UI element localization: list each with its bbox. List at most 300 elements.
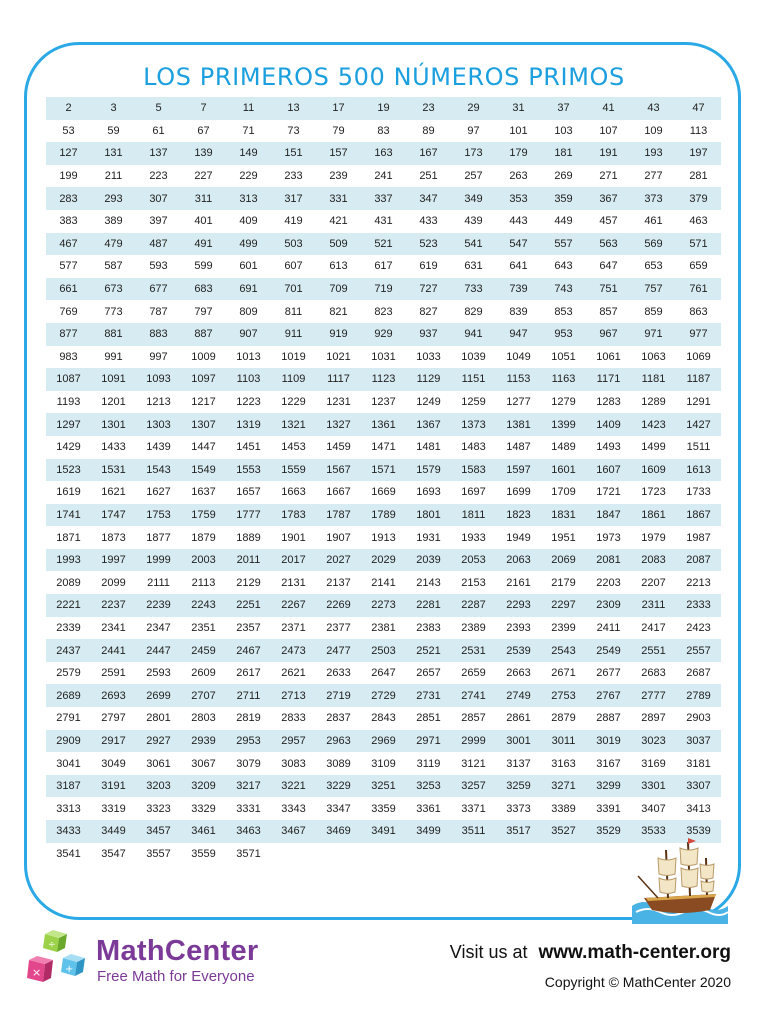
prime-cell: 863	[689, 305, 708, 318]
prime-cell: 1987	[686, 531, 711, 544]
prime-cell: 2297	[541, 594, 586, 617]
prime-cell: 2833	[281, 712, 306, 725]
prime-cell: 2467	[226, 639, 271, 662]
prime-cell: 1223	[236, 396, 261, 409]
prime-cell: 2663	[506, 667, 531, 680]
prime-cell: 2027	[316, 549, 361, 572]
prime-cell: 3517	[496, 820, 541, 843]
prime-cell: 2221	[46, 594, 91, 617]
prime-cell: 2591	[101, 667, 126, 680]
prime-cell: 2689	[46, 684, 91, 707]
prime-cell: 3529	[586, 820, 631, 843]
prime-cell: 2711	[226, 684, 271, 707]
prime-cell: 839	[509, 305, 528, 318]
prime-cell: 349	[451, 187, 496, 210]
prime-cell: 2843	[371, 712, 396, 725]
prime-cell: 3467	[271, 820, 316, 843]
prime-cell: 2473	[271, 639, 316, 662]
prime-cell: 2143	[416, 576, 441, 589]
prime-cell: 2	[46, 97, 91, 120]
prime-cell: 1151	[451, 368, 496, 391]
prime-cell: 2609	[191, 667, 216, 680]
prime-cell: 3359	[371, 802, 396, 815]
prime-cell: 991	[104, 350, 123, 363]
prime-cell: 1307	[181, 413, 226, 436]
prime-cell: 1873	[101, 531, 126, 544]
prime-cell: 2287	[451, 594, 496, 617]
prime-cell: 1607	[586, 459, 631, 482]
prime-cell: 3271	[541, 775, 586, 798]
prime-cell: 929	[361, 323, 406, 346]
prime-cell: 61	[152, 124, 165, 137]
prime-cell: 3463	[226, 820, 271, 843]
prime-cell: 1429	[56, 441, 81, 454]
prime-cell: 1553	[226, 459, 271, 482]
prime-cell: 1453	[281, 441, 306, 454]
prime-cell: 743	[541, 278, 586, 301]
prime-cell: 503	[271, 233, 316, 256]
prime-cell: 2207	[641, 576, 666, 589]
prime-cell: 1949	[506, 531, 531, 544]
prime-cell: 2383	[416, 621, 441, 634]
prime-cell: 1667	[326, 486, 351, 499]
prime-cell: 647	[599, 260, 618, 273]
prime-cell: 2539	[496, 639, 541, 662]
prime-cell: 1657	[236, 486, 261, 499]
prime-cell: 953	[541, 323, 586, 346]
prime-cell: 167	[406, 142, 451, 165]
prime-cell: 337	[361, 187, 406, 210]
prime-cell: 1609	[631, 459, 676, 482]
prime-cell: 3413	[686, 802, 711, 815]
prime-cell: 107	[599, 124, 618, 137]
prime-cell: 829	[464, 305, 483, 318]
prime-cell: 1063	[641, 350, 666, 363]
prime-cell: 397	[149, 215, 168, 228]
prime-cell: 3209	[181, 775, 226, 798]
prime-cell: 877	[46, 323, 91, 346]
prime-cell: 191	[586, 142, 631, 165]
footer-visit	[450, 942, 731, 964]
prime-cell: 2521	[406, 639, 451, 662]
prime-cell: 967	[586, 323, 631, 346]
prime-cell: 1423	[631, 413, 676, 436]
prime-cell: 2659	[461, 667, 486, 680]
prime-cell: 2557	[676, 639, 721, 662]
primes-table	[46, 97, 721, 865]
prime-cell: 2803	[191, 712, 216, 725]
prime-cell: 461	[644, 215, 663, 228]
prime-cell: 569	[631, 233, 676, 256]
prime-cell: 2237	[91, 594, 136, 617]
prime-cell: 1783	[271, 504, 316, 527]
prime-cell: 1811	[451, 504, 496, 527]
prime-cell: 2213	[686, 576, 711, 589]
prime-cell: 1291	[686, 396, 711, 409]
prime-cell: 811	[284, 305, 303, 318]
prime-cell: 2411	[596, 621, 621, 634]
prime-cell: 1367	[406, 413, 451, 436]
prime-cell: 2909	[46, 730, 91, 753]
prime-cell: 3011	[541, 730, 586, 753]
prime-cell: 3547	[101, 847, 126, 860]
prime-cell: 821	[329, 305, 348, 318]
prime-cell: 2617	[236, 667, 261, 680]
prime-cell: 769	[59, 305, 78, 318]
prime-cell: 3001	[496, 730, 541, 753]
prime-cell: 1619	[56, 486, 81, 499]
prime-cell: 1283	[596, 396, 621, 409]
prime-cell: 2333	[676, 594, 721, 617]
prime-cell: 1499	[641, 441, 666, 454]
prime-cell: 2851	[416, 712, 441, 725]
prime-cell: 2939	[181, 730, 226, 753]
prime-cell: 1789	[361, 504, 406, 527]
prime-cell: 293	[91, 187, 136, 210]
prime-cell: 1123	[361, 368, 406, 391]
prime-cell: 607	[284, 260, 303, 273]
prime-cell: 2459	[181, 639, 226, 662]
prime-cell: 2339	[56, 621, 81, 634]
prime-cell: 971	[631, 323, 676, 346]
prime-cell: 2971	[406, 730, 451, 753]
prime-cell: 773	[104, 305, 123, 318]
prime-cell: 1289	[641, 396, 666, 409]
prime-cell: 3191	[91, 775, 136, 798]
prime-cell: 1879	[191, 531, 216, 544]
prime-cell: 479	[91, 233, 136, 256]
prime-cell: 1907	[326, 531, 351, 544]
prime-cell: 139	[181, 142, 226, 165]
prime-cell: 2713	[271, 684, 316, 707]
prime-cell: 1637	[191, 486, 216, 499]
prime-cell: 1193	[56, 396, 81, 409]
prime-cell: 5	[136, 97, 181, 120]
prime-cell: 601	[239, 260, 258, 273]
prime-cell: 3251	[361, 775, 406, 798]
prime-cell: 523	[406, 233, 451, 256]
prime-cell: 331	[316, 187, 361, 210]
prime-cell: 1327	[316, 413, 361, 436]
prime-cell: 1103	[226, 368, 271, 391]
prime-cell: 2447	[136, 639, 181, 662]
prime-cell: 2417	[641, 621, 666, 634]
prime-cell: 3559	[191, 847, 216, 860]
prime-cell: 563	[586, 233, 631, 256]
prime-cell: 797	[194, 305, 213, 318]
prime-cell: 2503	[361, 639, 406, 662]
prime-cell: 1051	[551, 350, 576, 363]
svg-text:×: ×	[32, 966, 42, 979]
prime-cell: 53	[62, 124, 75, 137]
prime-cell: 2861	[506, 712, 531, 725]
prime-cell: 787	[149, 305, 168, 318]
prime-cell: 3217	[226, 775, 271, 798]
prime-cell: 2111	[147, 576, 170, 589]
prime-cell: 443	[509, 215, 528, 228]
prime-cell: 271	[599, 170, 618, 183]
prime-cell: 1301	[91, 413, 136, 436]
prime-cell: 1279	[551, 396, 576, 409]
brand-tagline: Free Math for Everyone	[97, 968, 255, 985]
prime-cell: 3331	[236, 802, 261, 815]
prime-cell: 881	[91, 323, 136, 346]
prime-cell: 3539	[676, 820, 721, 843]
prime-cell: 2729	[361, 684, 406, 707]
prime-cell: 131	[91, 142, 136, 165]
prime-cell: 3307	[676, 775, 721, 798]
prime-cell: 71	[242, 124, 255, 137]
prime-cell: 683	[181, 278, 226, 301]
prime-cell: 2593	[146, 667, 171, 680]
prime-cell: 547	[496, 233, 541, 256]
prime-cell: 2897	[641, 712, 666, 725]
prime-cell: 1061	[596, 350, 621, 363]
prime-cell: 2273	[361, 594, 406, 617]
prime-cell: 587	[104, 260, 123, 273]
prime-cell: 1583	[451, 459, 496, 482]
prime-cell: 1213	[146, 396, 171, 409]
prime-cell: 887	[181, 323, 226, 346]
prime-cell: 751	[586, 278, 631, 301]
prime-cell: 2857	[461, 712, 486, 725]
prime-cell: 257	[464, 170, 483, 183]
copyright-notice: Copyright © MathCenter 2020	[544, 974, 731, 990]
prime-cell: 1091	[91, 368, 136, 391]
prime-cell: 1847	[586, 504, 631, 527]
prime-cell: 2797	[101, 712, 126, 725]
prime-cell: 137	[136, 142, 181, 165]
prime-cell: 2053	[451, 549, 496, 572]
prime-cell: 1723	[641, 486, 666, 499]
prime-cell: 173	[451, 142, 496, 165]
prime-cell: 2153	[461, 576, 486, 589]
prime-cell: 1409	[586, 413, 631, 436]
prime-cell: 1229	[281, 396, 306, 409]
prime-cell: 1201	[101, 396, 126, 409]
prime-cell: 827	[419, 305, 438, 318]
prime-cell: 1217	[191, 396, 216, 409]
brand-name: MathCenter	[96, 935, 259, 967]
prime-cell: 3301	[631, 775, 676, 798]
prime-cell: 1861	[631, 504, 676, 527]
prime-cell: 2437	[46, 639, 91, 662]
prime-cell: 367	[586, 187, 631, 210]
prime-cell: 2389	[461, 621, 486, 634]
sailing-ship-icon	[630, 836, 730, 924]
prime-cell: 193	[631, 142, 676, 165]
prime-cell: 3491	[361, 820, 406, 843]
prime-cell: 1823	[496, 504, 541, 527]
prime-cell: 373	[631, 187, 676, 210]
prime-cell: 1087	[46, 368, 91, 391]
prime-cell: 709	[316, 278, 361, 301]
prime-cell: 577	[59, 260, 78, 273]
prime-cell: 719	[361, 278, 406, 301]
prime-cell: 31	[496, 97, 541, 120]
prime-cell: 1181	[631, 368, 676, 391]
prime-cell: 317	[271, 187, 316, 210]
prime-cell: 2011	[226, 549, 271, 572]
prime-cell: 2693	[91, 684, 136, 707]
prime-cell: 269	[554, 170, 573, 183]
prime-cell: 2029	[361, 549, 406, 572]
prime-cell: 1427	[676, 413, 721, 436]
prime-cell: 1571	[361, 459, 406, 482]
prime-cell: 2731	[406, 684, 451, 707]
prime-cell: 2243	[181, 594, 226, 617]
prime-cell: 1249	[416, 396, 441, 409]
prime-cell: 2423	[686, 621, 711, 634]
prime-cell: 3407	[641, 802, 666, 815]
prime-cell: 2953	[226, 730, 271, 753]
prime-cell: 619	[419, 260, 438, 273]
prime-cell: 1669	[371, 486, 396, 499]
prime-cell: 2719	[316, 684, 361, 707]
prime-cell: 1567	[316, 459, 361, 482]
prime-cell: 113	[689, 124, 708, 137]
prime-cell: 521	[361, 233, 406, 256]
prime-cell: 2657	[416, 667, 441, 680]
prime-cell: 1459	[326, 441, 351, 454]
prime-cell: 937	[406, 323, 451, 346]
prime-cell: 283	[46, 187, 91, 210]
prime-cell: 1741	[46, 504, 91, 527]
prime-cell: 1321	[271, 413, 316, 436]
prime-cell: 263	[509, 170, 528, 183]
prime-cell: 3089	[326, 757, 351, 770]
prime-cell: 2141	[371, 576, 396, 589]
prime-cell: 3229	[316, 775, 361, 798]
prime-cell: 3041	[56, 757, 81, 770]
prime-cell: 1471	[371, 441, 396, 454]
prime-cell: 2879	[551, 712, 576, 725]
prime-cell: 239	[329, 170, 348, 183]
prime-cell: 3557	[146, 847, 171, 860]
prime-cell: 2081	[586, 549, 631, 572]
prime-cell: 2777	[631, 684, 676, 707]
prime-cell: 2621	[281, 667, 306, 680]
prime-cell: 2753	[541, 684, 586, 707]
prime-cell: 3461	[181, 820, 226, 843]
prime-cell: 1889	[236, 531, 261, 544]
prime-cell: 3119	[416, 757, 441, 770]
prime-cell: 1277	[506, 396, 531, 409]
prime-cell: 1999	[136, 549, 181, 572]
prime-cell: 643	[554, 260, 573, 273]
prime-cell: 3169	[641, 757, 666, 770]
prime-cell: 3373	[506, 802, 531, 815]
prime-cell: 281	[689, 170, 708, 183]
prime-cell: 1621	[101, 486, 126, 499]
prime-cell: 227	[194, 170, 213, 183]
prime-cell: 2063	[496, 549, 541, 572]
prime-cell: 3163	[551, 757, 576, 770]
prime-cell: 2917	[91, 730, 136, 753]
prime-cell: 3343	[281, 802, 306, 815]
prime-cell: 617	[374, 260, 393, 273]
prime-cell: 2399	[551, 621, 576, 634]
prime-cell: 7	[181, 97, 226, 120]
website-link[interactable]: www.math-center.org	[538, 942, 731, 963]
prime-cell: 19	[361, 97, 406, 120]
prime-cell: 109	[644, 124, 663, 137]
prime-cell: 2531	[451, 639, 496, 662]
prime-cell: 1699	[506, 486, 531, 499]
prime-cell: 3499	[406, 820, 451, 843]
prime-cell: 421	[329, 215, 348, 228]
prime-cell: 1871	[56, 531, 81, 544]
prime-cell: 3181	[686, 757, 711, 770]
prime-cell: 727	[406, 278, 451, 301]
prime-cell: 251	[419, 170, 438, 183]
prime-cell: 2003	[181, 549, 226, 572]
prime-cell: 3083	[281, 757, 306, 770]
prime-cell: 2267	[271, 594, 316, 617]
prime-cell: 1543	[136, 459, 181, 482]
prime-cell: 659	[689, 260, 708, 273]
prime-cell: 1439	[146, 441, 171, 454]
prime-cell: 3449	[91, 820, 136, 843]
prime-cell: 1381	[496, 413, 541, 436]
prime-cell: 2579	[56, 667, 81, 680]
prime-cell: 229	[239, 170, 258, 183]
prime-cell: 2137	[326, 576, 351, 589]
prime-cell: 2837	[326, 712, 351, 725]
prime-cell: 41	[586, 97, 631, 120]
prime-cell: 2357	[236, 621, 261, 634]
prime-cell: 1031	[371, 350, 396, 363]
prime-cell: 1759	[181, 504, 226, 527]
prime-cell: 211	[104, 170, 123, 183]
prime-cell: 541	[451, 233, 496, 256]
prime-cell: 3259	[496, 775, 541, 798]
prime-cell: 2309	[586, 594, 631, 617]
prime-cell: 2129	[236, 576, 261, 589]
prime-cell: 1693	[416, 486, 441, 499]
prime-cell: 3347	[326, 802, 351, 815]
prime-cell: 1951	[551, 531, 576, 544]
prime-cell: 947	[496, 323, 541, 346]
prime-cell: 2927	[136, 730, 181, 753]
prime-cell: 2887	[596, 712, 621, 725]
prime-cell: 2039	[406, 549, 451, 572]
prime-cell: 23	[406, 97, 451, 120]
prime-cell: 1319	[226, 413, 271, 436]
prime-cell: 3389	[551, 802, 576, 815]
prime-cell: 2371	[281, 621, 306, 634]
prime-cell: 3571	[236, 847, 261, 860]
prime-cell: 401	[194, 215, 213, 228]
prime-cell: 1153	[496, 368, 541, 391]
prime-cell: 2801	[146, 712, 171, 725]
prime-cell: 677	[136, 278, 181, 301]
prime-cell: 911	[271, 323, 316, 346]
prime-cell: 433	[419, 215, 438, 228]
prime-cell: 1559	[271, 459, 316, 482]
prime-cell: 2633	[326, 667, 351, 680]
prime-cell: 2131	[281, 576, 306, 589]
prime-cell: 571	[676, 233, 721, 256]
prime-cell: 3049	[101, 757, 126, 770]
prime-cell: 733	[451, 278, 496, 301]
prime-cell: 383	[59, 215, 78, 228]
prime-cell: 3527	[541, 820, 586, 843]
prime-cell: 491	[181, 233, 226, 256]
prime-cell: 1447	[191, 441, 216, 454]
prime-cell: 3253	[406, 775, 451, 798]
prime-cell: 2351	[191, 621, 216, 634]
